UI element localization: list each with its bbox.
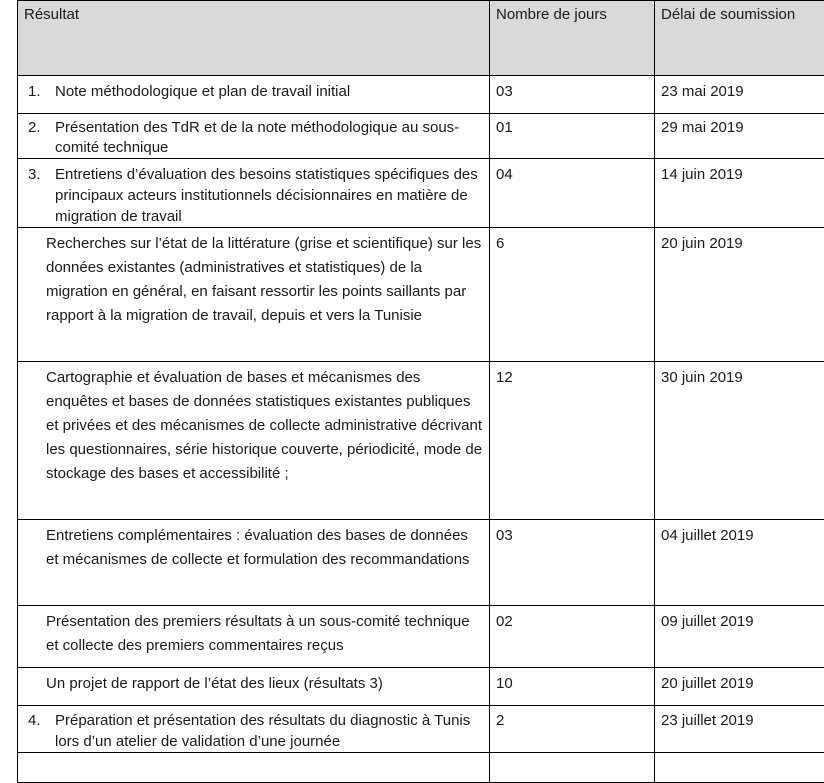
result-text: Présentation des TdR et de la note méthodologique au sous-comité technique [55, 118, 483, 158]
table-row-cut-off [18, 753, 824, 783]
table-row [18, 520, 824, 606]
days-cell: 02 [490, 606, 655, 668]
deadline-cell: 04 juillet 2019 [655, 520, 824, 606]
days-cell: 6 [490, 228, 655, 362]
deliverables-table [17, 0, 824, 783]
table-row [18, 114, 824, 159]
header-resultat: Résultat [18, 1, 490, 76]
deadline-cell: 30 juin 2019 [655, 362, 824, 520]
result-cell [18, 76, 490, 114]
item-number: 1. [24, 80, 55, 103]
result-text: Cartographie et évaluation de bases et mécanismes des enquêtes et bases de données statistiques existantes publiques et privées et des mécanismes de collecte administrative décrivant les questionnaires, série historique couverte, périodicité, mode de stockage des bases et accessibilité ; [18, 362, 490, 520]
table-row [18, 76, 824, 114]
result-cell [18, 706, 490, 753]
days-cell: 03 [490, 76, 655, 114]
deadline-cell: 09 juillet 2019 [655, 606, 824, 668]
days-cell [490, 753, 655, 783]
table-row [18, 706, 824, 753]
result-text: Recherches sur l’état de la littérature (grise et scientifique) sur les données existantes (administratives et statistiques) de la migration en général, en faisant ressortir les points saillants par rapport à la migration de travail, depuis et vers la Tunisie [18, 228, 490, 362]
table-row [18, 668, 824, 706]
result-text: Entretiens complémentaires : évaluation des bases de données et mécanismes de collecte et formulation des recommandations [18, 520, 490, 606]
days-cell: 2 [490, 706, 655, 753]
table-row [18, 228, 824, 362]
table-row [18, 362, 824, 520]
result-text: Note méthodologique et plan de travail initial [55, 80, 483, 103]
days-cell: 04 [490, 159, 655, 228]
deadline-cell: 23 juillet 2019 [655, 706, 824, 753]
header-delai-de-soumission: Délai de soumission [655, 1, 824, 76]
days-cell: 03 [490, 520, 655, 606]
deadline-cell: 20 juillet 2019 [655, 668, 824, 706]
result-text: Un projet de rapport de l’état des lieux (résultats 3) [18, 668, 490, 706]
table-row [18, 159, 824, 228]
days-cell: 01 [490, 114, 655, 159]
result-cell [18, 159, 490, 228]
deadline-cell: 29 mai 2019 [655, 114, 824, 159]
deadline-cell: 20 juin 2019 [655, 228, 824, 362]
item-number: 2. [24, 118, 55, 158]
table-row [18, 606, 824, 668]
deadline-cell: 14 juin 2019 [655, 159, 824, 228]
result-text: Entretiens d’évaluation des besoins statistiques spécifiques des principaux acteurs institutionnels décisionnaires en matière de migration de travail [55, 164, 483, 227]
header-nombre-de-jours: Nombre de jours [490, 1, 655, 76]
days-cell: 10 [490, 668, 655, 706]
days-cell: 12 [490, 362, 655, 520]
result-cell [18, 753, 490, 783]
result-text: Préparation et présentation des résultats du diagnostic à Tunis lors d’un atelier de validation d’une journée [55, 710, 483, 752]
deadline-cell [655, 753, 824, 783]
item-number: 3. [24, 164, 55, 227]
result-cell [18, 114, 490, 159]
result-text: Présentation des premiers résultats à un sous-comité technique et collecte des premiers commentaires reçus [18, 606, 490, 668]
table-header-row [18, 1, 824, 76]
deadline-cell: 23 mai 2019 [655, 76, 824, 114]
item-number: 4. [24, 710, 55, 752]
